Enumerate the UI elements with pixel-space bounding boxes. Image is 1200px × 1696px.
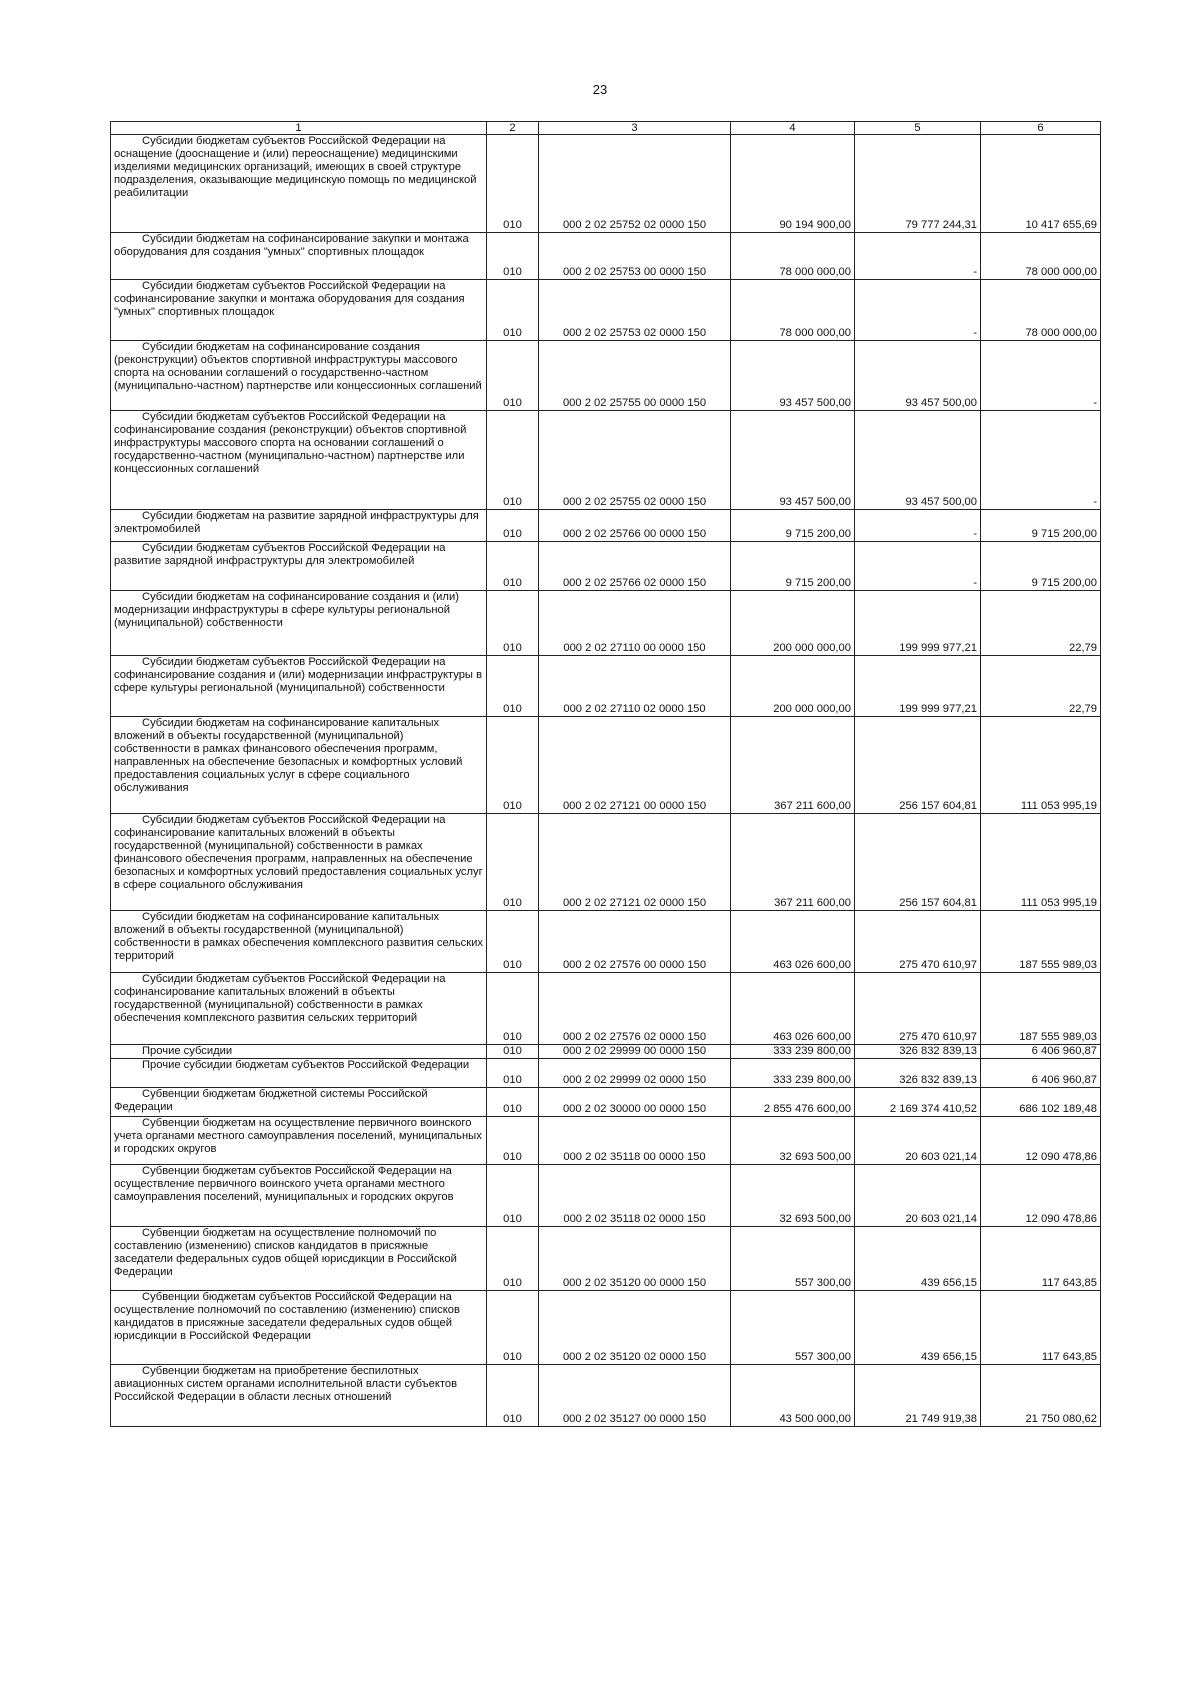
row-executed-amount: 326 832 839,13: [855, 1045, 981, 1059]
row-remaining-amount: 21 750 080,62: [981, 1365, 1101, 1427]
row-executed-amount: 326 832 839,13: [855, 1059, 981, 1088]
row-code: 010: [487, 411, 539, 510]
row-code: 010: [487, 1045, 539, 1059]
row-name: [111, 911, 487, 973]
row-name: [111, 1365, 487, 1427]
row-classification-code: 000 2 02 35118 02 0000 150: [539, 1165, 731, 1227]
row-name-text: Субвенции бюджетам на осуществление первичного воинского учета органами местного самоуправления поселений, муниципальных и городских округов: [114, 1117, 482, 1155]
row-executed-amount: 20 603 021,14: [855, 1165, 981, 1227]
row-approved-amount: 367 211 600,00: [731, 717, 855, 814]
table-row: [111, 280, 1101, 341]
row-classification-code: 000 2 02 27121 02 0000 150: [539, 814, 731, 911]
row-remaining-amount: 78 000 000,00: [981, 280, 1101, 341]
table-row: [111, 973, 1101, 1045]
row-executed-amount: -: [855, 542, 981, 591]
row-approved-amount: 333 239 800,00: [731, 1045, 855, 1059]
table-row: [111, 656, 1101, 717]
table-row: [111, 1365, 1101, 1427]
row-name: [111, 411, 487, 510]
table-row: [111, 1291, 1101, 1365]
row-classification-code: 000 2 02 25753 02 0000 150: [539, 280, 731, 341]
row-name-text: Субсидии бюджетам субъектов Российской Федерации на софинансирование создания (реконструкции) объектов спортивной инфраструктуры массового спорта на основании соглашений о государственно-частном (муниципально-частном) партнерстве или концессионных соглашений: [114, 411, 467, 475]
row-approved-amount: 32 693 500,00: [731, 1117, 855, 1165]
row-approved-amount: 32 693 500,00: [731, 1165, 855, 1227]
row-name-text: Субвенции бюджетам на приобретение беспилотных авиационных систем органами исполнительной власти субъектов Российской Федерации в области лесных отношений: [114, 1365, 458, 1403]
row-classification-code: 000 2 02 27576 00 0000 150: [539, 911, 731, 973]
row-executed-amount: -: [855, 510, 981, 542]
row-classification-code: 000 2 02 27110 02 0000 150: [539, 656, 731, 717]
row-code: 010: [487, 1088, 539, 1117]
row-code: 010: [487, 814, 539, 911]
row-name-text: Субсидии бюджетам субъектов Российской Федерации на софинансирование закупки и монтажа оборудования для создания "умных" спортивных площадок: [114, 280, 465, 318]
row-name: [111, 814, 487, 911]
row-name: [111, 591, 487, 656]
row-executed-amount: 256 157 604,81: [855, 717, 981, 814]
column-header: 3: [539, 122, 731, 135]
row-code: 010: [487, 510, 539, 542]
table-row: [111, 233, 1101, 280]
row-classification-code: 000 2 02 35127 00 0000 150: [539, 1365, 731, 1427]
row-name-text: Субвенции бюджетам субъектов Российской Федерации на осуществление полномочий по составлению (изменению) списков кандидатов в присяжные заседатели федеральных судов общей юрисдикции в Российской Федерации: [114, 1291, 460, 1342]
row-classification-code: 000 2 02 29999 00 0000 150: [539, 1045, 731, 1059]
table-row: [111, 911, 1101, 973]
row-code: 010: [487, 1117, 539, 1165]
row-executed-amount: 2 169 374 410,52: [855, 1088, 981, 1117]
row-approved-amount: 93 457 500,00: [731, 341, 855, 411]
row-name: [111, 1117, 487, 1165]
row-remaining-amount: 117 643,85: [981, 1227, 1101, 1291]
row-approved-amount: 9 715 200,00: [731, 510, 855, 542]
row-name-text: Субсидии бюджетам на софинансирование закупки и монтажа оборудования для создания "умных" спортивных площадок: [114, 233, 469, 258]
row-name: [111, 510, 487, 542]
row-approved-amount: 90 194 900,00: [731, 135, 855, 233]
row-name-text: Субсидии бюджетам субъектов Российской Федерации на развитие зарядной инфраструктуры для электромобилей: [114, 542, 446, 567]
row-code: 010: [487, 656, 539, 717]
row-name: [111, 973, 487, 1045]
page-number: 23: [592, 82, 608, 97]
row-classification-code: 000 2 02 25766 02 0000 150: [539, 542, 731, 591]
row-executed-amount: 275 470 610,97: [855, 911, 981, 973]
row-remaining-amount: 111 053 995,19: [981, 814, 1101, 911]
row-code: 010: [487, 1059, 539, 1088]
row-name: [111, 1291, 487, 1365]
row-executed-amount: 93 457 500,00: [855, 341, 981, 411]
row-executed-amount: 199 999 977,21: [855, 591, 981, 656]
row-approved-amount: 9 715 200,00: [731, 542, 855, 591]
row-name: [111, 1227, 487, 1291]
row-approved-amount: 93 457 500,00: [731, 411, 855, 510]
row-approved-amount: 200 000 000,00: [731, 591, 855, 656]
column-header: 5: [855, 122, 981, 135]
row-executed-amount: 21 749 919,38: [855, 1365, 981, 1427]
row-code: 010: [487, 973, 539, 1045]
table-row: [111, 1045, 1101, 1059]
row-classification-code: 000 2 02 27110 00 0000 150: [539, 591, 731, 656]
row-name-text: Прочие субсидии бюджетам субъектов Российской Федерации: [142, 1059, 470, 1071]
table-row: [111, 411, 1101, 510]
row-name: [111, 542, 487, 591]
row-name: [111, 1088, 487, 1117]
table-row: [111, 1165, 1101, 1227]
row-approved-amount: 463 026 600,00: [731, 973, 855, 1045]
row-classification-code: 000 2 02 27576 02 0000 150: [539, 973, 731, 1045]
row-name-text: Субсидии бюджетам субъектов Российской Федерации на оснащение (дооснащение и (или) переоснащение) медицинскими изделиями медицинских организаций, имеющих в своей структуре подразделения, оказывающие медицинскую помощь по медицинской реабилитации: [114, 135, 477, 199]
row-classification-code: 000 2 02 35120 00 0000 150: [539, 1227, 731, 1291]
row-code: 010: [487, 280, 539, 341]
row-executed-amount: -: [855, 233, 981, 280]
row-name-text: Субсидии бюджетам на софинансирование создания и (или) модернизации инфраструктуры в сфере культуры региональной (муниципальной) собственности: [114, 591, 459, 629]
row-classification-code: 000 2 02 27121 00 0000 150: [539, 717, 731, 814]
column-header: 2: [487, 122, 539, 135]
row-name-text: Субсидии бюджетам на софинансирование капитальных вложений в объекты государственной (муниципальной) собственности в рамках обеспечения комплексного развития сельских территорий: [114, 911, 483, 962]
row-executed-amount: 275 470 610,97: [855, 973, 981, 1045]
row-executed-amount: 439 656,15: [855, 1291, 981, 1365]
row-remaining-amount: 111 053 995,19: [981, 717, 1101, 814]
row-approved-amount: 78 000 000,00: [731, 280, 855, 341]
row-name: [111, 341, 487, 411]
row-approved-amount: 367 211 600,00: [731, 814, 855, 911]
row-remaining-amount: 187 555 989,03: [981, 911, 1101, 973]
row-remaining-amount: 6 406 960,87: [981, 1059, 1101, 1088]
row-code: 010: [487, 1365, 539, 1427]
table-row: [111, 1117, 1101, 1165]
table-row: [111, 135, 1101, 233]
row-name-text: Субсидии бюджетам на софинансирование создания (реконструкции) объектов спортивной инфраструктуры массового спорта на основании соглашений о государственно-частном (муниципально-частном) партнерстве или концессионных соглашений: [114, 341, 482, 392]
row-classification-code: 000 2 02 25752 02 0000 150: [539, 135, 731, 233]
table-row: [111, 341, 1101, 411]
row-remaining-amount: 9 715 200,00: [981, 542, 1101, 591]
row-code: 010: [487, 1165, 539, 1227]
row-name-text: Субсидии бюджетам субъектов Российской Федерации на софинансирование капитальных вложений в объекты государственной (муниципальной) собственности в рамках финансового обеспечения программ, направленных на обеспечение безопасных и комфортных условий предоставления социальных услуг в сфере социального обслуживания: [114, 814, 483, 891]
table-row: [111, 1227, 1101, 1291]
row-name: [111, 1059, 487, 1088]
row-code: 010: [487, 911, 539, 973]
row-name-text: Субвенции бюджетам на осуществление полномочий по составлению (изменению) списков кандидатов в присяжные заседатели федеральных судов общей юрисдикции в Российской Федерации: [114, 1227, 457, 1278]
row-executed-amount: 79 777 244,31: [855, 135, 981, 233]
row-remaining-amount: -: [981, 411, 1101, 510]
row-remaining-amount: 10 417 655,69: [981, 135, 1101, 233]
row-executed-amount: 20 603 021,14: [855, 1117, 981, 1165]
row-name-text: Субвенции бюджетам бюджетной системы Российской Федерации: [114, 1088, 428, 1113]
row-executed-amount: -: [855, 280, 981, 341]
table-header-row: [111, 122, 1101, 135]
row-remaining-amount: 22,79: [981, 656, 1101, 717]
row-name-text: Субсидии бюджетам субъектов Российской Федерации на софинансирование создания и (или) модернизации инфраструктуры в сфере культуры региональной (муниципальной) собственности: [114, 656, 483, 694]
row-executed-amount: 199 999 977,21: [855, 656, 981, 717]
row-code: 010: [487, 717, 539, 814]
table-row: [111, 814, 1101, 911]
table-row: [111, 1059, 1101, 1088]
row-code: 010: [487, 1227, 539, 1291]
row-remaining-amount: 117 643,85: [981, 1291, 1101, 1365]
row-code: 010: [487, 135, 539, 233]
row-approved-amount: 43 500 000,00: [731, 1365, 855, 1427]
budget-table: [110, 121, 1101, 1427]
row-name: [111, 1045, 487, 1059]
row-remaining-amount: 78 000 000,00: [981, 233, 1101, 280]
table-row: [111, 717, 1101, 814]
row-classification-code: 000 2 02 35120 02 0000 150: [539, 1291, 731, 1365]
row-executed-amount: 439 656,15: [855, 1227, 981, 1291]
row-name-text: Субвенции бюджетам субъектов Российской Федерации на осуществление первичного воинского учета органами местного самоуправления поселений, муниципальных и городских округов: [114, 1165, 454, 1203]
row-classification-code: 000 2 02 30000 00 0000 150: [539, 1088, 731, 1117]
row-approved-amount: 463 026 600,00: [731, 911, 855, 973]
row-classification-code: 000 2 02 25753 00 0000 150: [539, 233, 731, 280]
row-name-text: Субсидии бюджетам субъектов Российской Федерации на софинансирование капитальных вложений в объекты государственной (муниципальной) собственности в рамках обеспечения комплексного развития сельских территорий: [114, 973, 446, 1024]
row-approved-amount: 2 855 476 600,00: [731, 1088, 855, 1117]
row-remaining-amount: -: [981, 341, 1101, 411]
row-code: 010: [487, 542, 539, 591]
table-row: [111, 542, 1101, 591]
column-header: 4: [731, 122, 855, 135]
row-approved-amount: 333 239 800,00: [731, 1059, 855, 1088]
row-remaining-amount: 9 715 200,00: [981, 510, 1101, 542]
row-classification-code: 000 2 02 25766 00 0000 150: [539, 510, 731, 542]
row-remaining-amount: 12 090 478,86: [981, 1165, 1101, 1227]
row-name-text: Прочие субсидии: [142, 1045, 233, 1057]
row-remaining-amount: 22,79: [981, 591, 1101, 656]
row-classification-code: 000 2 02 29999 02 0000 150: [539, 1059, 731, 1088]
table-row: [111, 591, 1101, 656]
table-body: [111, 135, 1101, 1427]
row-code: 010: [487, 1291, 539, 1365]
column-header: 1: [111, 122, 487, 135]
row-name-text: Субсидии бюджетам на развитие зарядной инфраструктуры для электромобилей: [114, 510, 479, 535]
row-remaining-amount: 686 102 189,48: [981, 1088, 1101, 1117]
row-remaining-amount: 6 406 960,87: [981, 1045, 1101, 1059]
row-approved-amount: 200 000 000,00: [731, 656, 855, 717]
row-approved-amount: 78 000 000,00: [731, 233, 855, 280]
row-remaining-amount: 187 555 989,03: [981, 973, 1101, 1045]
row-code: 010: [487, 233, 539, 280]
table-row: [111, 510, 1101, 542]
row-executed-amount: 93 457 500,00: [855, 411, 981, 510]
row-code: 010: [487, 591, 539, 656]
row-name: [111, 656, 487, 717]
row-classification-code: 000 2 02 25755 00 0000 150: [539, 341, 731, 411]
row-executed-amount: 256 157 604,81: [855, 814, 981, 911]
row-name: [111, 233, 487, 280]
row-name: [111, 717, 487, 814]
row-remaining-amount: 12 090 478,86: [981, 1117, 1101, 1165]
table-row: [111, 1088, 1101, 1117]
row-name: [111, 135, 487, 233]
row-name: [111, 1165, 487, 1227]
row-code: 010: [487, 341, 539, 411]
row-approved-amount: 557 300,00: [731, 1291, 855, 1365]
row-classification-code: 000 2 02 35118 00 0000 150: [539, 1117, 731, 1165]
row-name-text: Субсидии бюджетам на софинансирование капитальных вложений в объекты государственной (муниципальной) собственности в рамках финансового обеспечения программ, направленных на обеспечение безопасных и комфортных условий предоставления социальных услуг в сфере социального обслуживания: [114, 717, 463, 794]
row-name: [111, 280, 487, 341]
row-approved-amount: 557 300,00: [731, 1227, 855, 1291]
column-header: 6: [981, 122, 1101, 135]
row-classification-code: 000 2 02 25755 02 0000 150: [539, 411, 731, 510]
